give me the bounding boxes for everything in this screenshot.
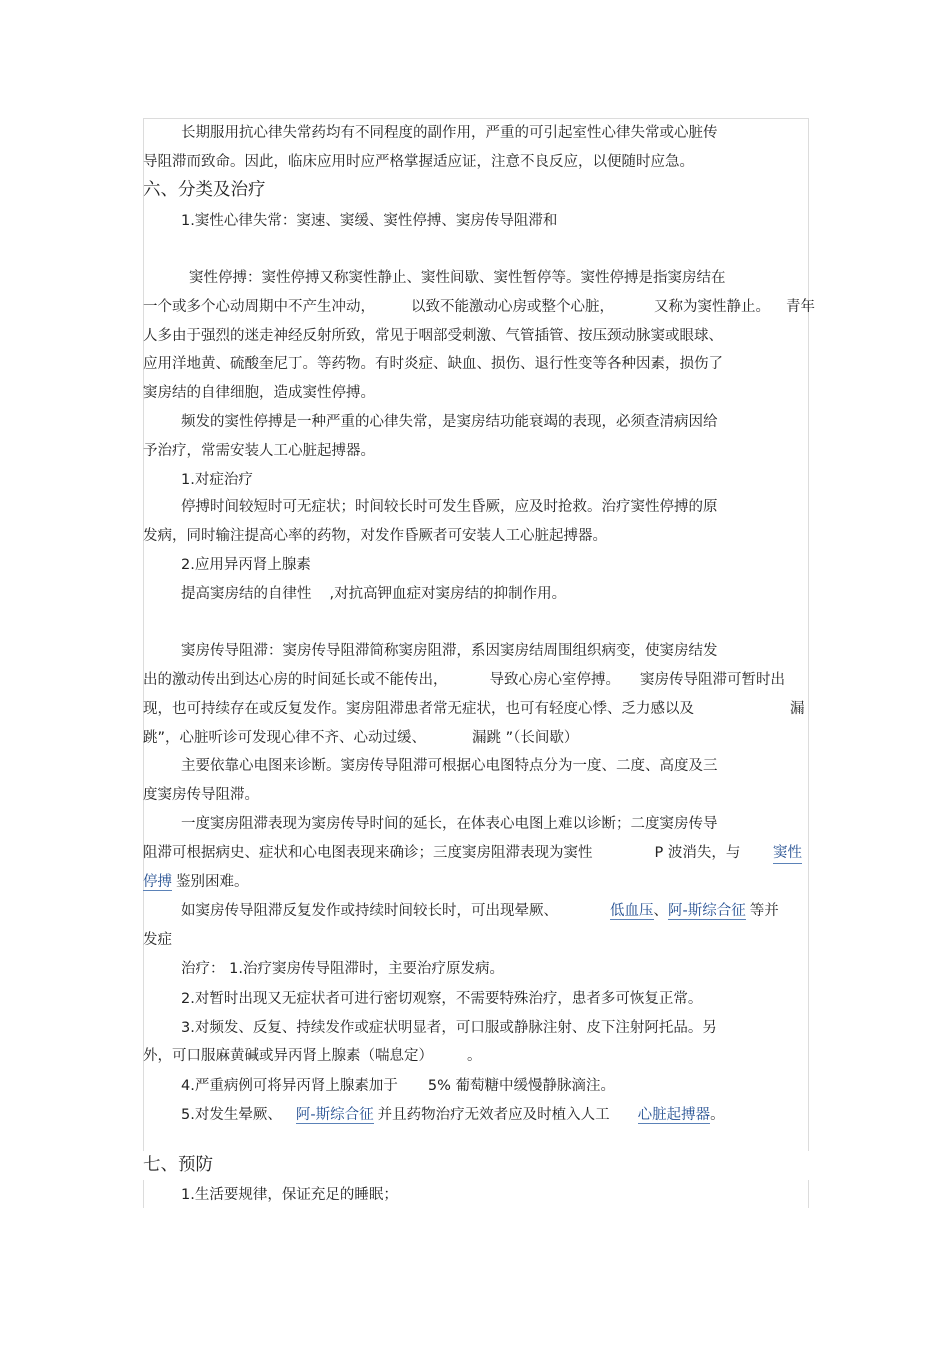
link-sinus-arrest-part-2[interactable]: 停搏 [143, 874, 172, 890]
symptomatic-treatment-line-2: 发病，同时输注提高心率的药物，对发作昏厥者可安装人工心脏起搏器。 [143, 528, 607, 544]
sinus-arrest-p1-line-4: 应用洋地黄、硫酸奎尼丁。等药物。有时炎症、缺血、损伤、退行性变等各种因素，损伤了 [143, 356, 723, 372]
sa-block-p4-line-2: 发症 [143, 932, 172, 948]
symptomatic-treatment-line-1: 停搏时间较短时可无症状；时间较长时可发生昏厥，应及时抢救。治疗窦性停搏的原 [181, 499, 718, 515]
sa-block-p3-line-3: 停搏 鉴别困难。 [143, 874, 249, 890]
sinus-arrest-p1-line-1: 窦性停搏：窦性停搏又称窦性静止、窦性间歇、窦性暂停等。窦性停搏是指窦房结在 [189, 270, 726, 286]
link-hypotension[interactable]: 低血压 [610, 903, 654, 919]
sa-block-p4-line-1: 如窦房传导阻滞反复发作或持续时间较长时，可出现晕厥、 低血压、阿-斯综合征 等并 [181, 903, 779, 919]
sa-block-p1-line-2: 出的激动传出到达心房的时间延长或不能传出， 导致心房心室停搏。 窦房传导阻滞可暂时出 [143, 672, 785, 688]
sinus-arrest-p1-line-5: 窦房结的自律细胞，造成窦性停搏。 [143, 385, 375, 401]
section-6-item-1: 1.窦性心律失常：窦速、窦缓、窦性停搏、窦房传导阻滞和 [181, 213, 558, 229]
sa-block-p1-line-4: 跳”，心脏听诊可发现心律不齐、心动过缓、 漏跳 ”（长间歇） [143, 730, 579, 746]
link-sinus-arrest-part-1[interactable]: 窦性 [773, 843, 802, 864]
isoproterenol-title: 2.应用异丙肾上腺素 [181, 557, 311, 573]
sinus-arrest-p2-line-1: 频发的窦性停搏是一种严重的心律失常，是窦房结功能衰竭的表现，必须查清病因给 [181, 414, 718, 430]
treatment-line-6: 5.对发生晕厥、 阿-斯综合征 并且药物治疗无效者应及时植入人工 心脏起搏器。 [181, 1107, 725, 1123]
sa-block-p3-line-2: 阻滞可根据病史、症状和心电图表现来确诊；三度窦房阻滞表现为窦性 P 波消失，与 [143, 845, 741, 861]
treatment-line-3: 3.对频发、反复、持续发作或症状明显者，可口服或静脉注射、皮下注射阿托品。另 [181, 1020, 717, 1036]
sa-block-p1-line-3-end: 漏 [790, 701, 805, 717]
sinus-arrest-p1-line-2: 一个或多个心动周期中不产生冲动， 以致不能激动心房或整个心脏， 又称为窦性静止。 青年 [143, 299, 815, 315]
sa-block-p2-line-1: 主要依靠心电图来诊断。窦房传导阻滞可根据心电图特点分为一度、二度、高度及三 [181, 758, 718, 774]
section-7-item-1: 1.生活要规律，保证充足的睡眠； [181, 1187, 398, 1203]
link-pacemaker[interactable]: 心脏起搏器 [637, 1107, 711, 1123]
sa-block-p2-line-2: 度窦房传导阻滞。 [143, 787, 259, 803]
intro-line-2: 导阻滞而致命。因此，临床应用时应严格掌握适应证，注意不良反应，以便随时应急。 [143, 154, 694, 170]
treatment-line-2: 2.对暂时出现又无症状者可进行密切观察，不需要特殊治疗，患者多可恢复正常。 [181, 991, 703, 1007]
sa-block-p3-line-1: 一度窦房阻滞表现为窦房传导时间的延长，在体表心电图上难以诊断；二度窦房传导 [181, 816, 718, 832]
intro-line-1: 长期服用抗心律失常药均有不同程度的副作用，严重的可引起室性心律失常或心脏传 [181, 125, 718, 141]
link-adams-stokes-2[interactable]: 阿-斯综合征 [295, 1107, 374, 1123]
treatment-line-4: 外，可口服麻黄碱或异丙肾上腺素（喘息定） 。 [143, 1048, 482, 1064]
section-6-heading: 六、分类及治疗 [143, 180, 266, 200]
symptomatic-treatment-title: 1.对症治疗 [181, 472, 253, 488]
treatment-line-5: 4.严重病例可将异丙肾上腺素加于 5% 葡萄糖中缓慢静脉滴注。 [181, 1078, 615, 1094]
treatment-line-1: 治疗： 1.治疗窦房传导阻滞时，主要治疗原发病。 [181, 961, 504, 977]
sa-block-p1-line-3: 现，也可持续存在或反复发作。窦房阻滞患者常无症状，也可有轻度心悸、乏力感以及 [143, 701, 694, 717]
sa-block-p1-line-1: 窦房传导阻滞：窦房传导阻滞简称窦房阻滞，系因窦房结周围组织病变，使窦房结发 [181, 643, 718, 659]
sinus-arrest-p2-line-2: 予治疗，常需安装人工心脏起搏器。 [143, 443, 375, 459]
section-7-heading: 七、预防 [143, 1155, 213, 1175]
sinus-arrest-p1-line-3: 人多由于强烈的迷走神经反射所致，常见于咽部受刺激、气管插管、按压颈动脉窦或眼球、 [143, 328, 723, 344]
link-adams-stokes-1[interactable]: 阿-斯综合征 [668, 903, 746, 919]
isoproterenol-line-1: 提高窦房结的自律性 ,对抗高钾血症对窦房结的抑制作用。 [181, 586, 567, 602]
